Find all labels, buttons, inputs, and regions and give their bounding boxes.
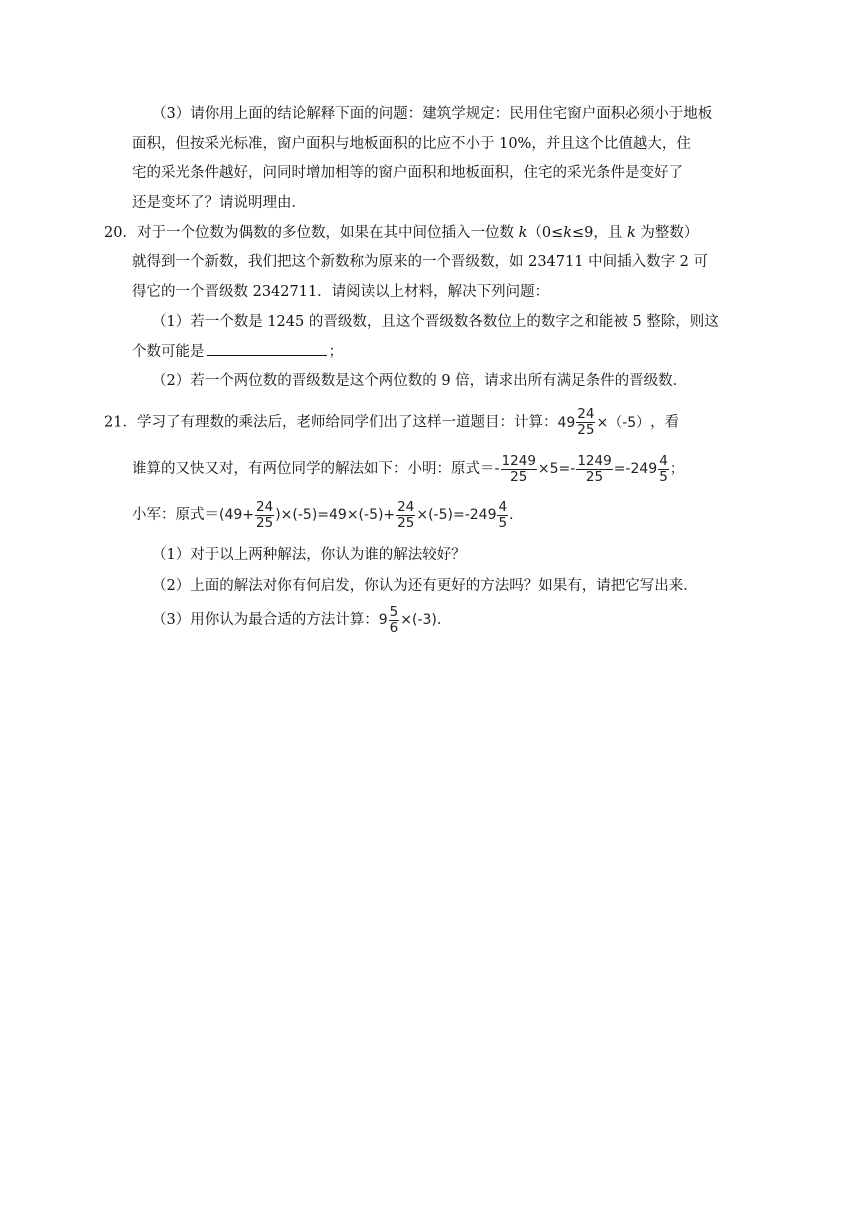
- q20-stem-line2: 就得到一个新数，我们把这个新数称为原来的一个晋级数，如 234711 中间插入数字 2 可: [132, 254, 709, 270]
- variable-k: k: [627, 225, 636, 241]
- numerator: 1249: [577, 452, 612, 469]
- q20-stem-a: 对于一个位数为偶数的多位数，如果在其中间位插入一位数: [136, 225, 519, 241]
- q19-part3-line2: 面积，但按采光标准，窗户面积与地板面积的比应不小于 10%，并且这个比值越大，住: [132, 136, 691, 152]
- q19-part3-line1: （3）请你用上面的结论解释下面的问题：建筑学规定：民用住宅窗户面积必须小于地板: [152, 106, 713, 122]
- variable-k: k: [563, 225, 573, 241]
- math-result: =-249: [613, 461, 658, 477]
- q20-stem-d: 为整数）: [635, 225, 699, 241]
- variable-k: k: [518, 225, 528, 241]
- math-expression-9-5-6: [379, 603, 437, 637]
- math-fraction: [389, 605, 400, 636]
- math-fraction: [396, 500, 415, 531]
- q21-part3-text: （3）用你认为最合适的方法计算：: [152, 612, 379, 628]
- q20-part1-line2: [132, 341, 343, 362]
- q20-stem-line1: [104, 223, 698, 243]
- math-expression-xiaojun: [219, 498, 523, 532]
- math-punct: ．: [436, 612, 452, 628]
- math-operator: ×(-5)=-249: [416, 507, 497, 523]
- math-punct: ．: [509, 507, 524, 523]
- math-expression-xiaoming: [495, 452, 684, 486]
- q20-part1-end: ；: [328, 344, 343, 360]
- q20-stem-line3: 得它的一个晋级数 2342711．请阅读以上材料，解决下列问题：: [132, 284, 550, 300]
- q21-part1: （1）对于以上两种解法，你认为谁的解法较好？: [152, 547, 466, 563]
- math-whole: 49: [557, 414, 576, 431]
- denominator: 25: [585, 468, 604, 485]
- math-fraction: [658, 454, 669, 485]
- numerator: 4: [659, 452, 668, 469]
- math-whole: 9: [378, 612, 388, 628]
- math-punct: ；: [669, 461, 684, 477]
- math-operator: )×(-5)=49×(-5)+: [275, 507, 396, 523]
- numerator: 24: [577, 406, 595, 422]
- q20-stem-c: ≤9，且: [572, 225, 628, 241]
- answer-blank[interactable]: [207, 341, 327, 356]
- math-fraction: [501, 454, 537, 485]
- question-number: 20．: [104, 225, 137, 241]
- denominator: 25: [510, 468, 528, 485]
- q21-stem-line2: [132, 452, 684, 490]
- q19-part3-line3: 宅的采光条件越好，问同时增加相等的窗户面积和地板面积，住宅的采光条件是变好了: [132, 165, 683, 181]
- q21-xiaojun-label: 小军：原式＝: [132, 507, 219, 523]
- denominator: 6: [389, 619, 399, 636]
- math-operator: ×5=-: [537, 461, 576, 477]
- math-expression-49-24-25: [557, 407, 650, 438]
- math-operator: (49+: [219, 507, 255, 523]
- denominator: 25: [397, 514, 415, 531]
- numerator: 1249: [501, 452, 536, 469]
- numerator: 5: [389, 603, 399, 620]
- math-times: ×（-5）: [596, 414, 651, 431]
- numerator: 4: [498, 498, 508, 515]
- math-fraction: [497, 500, 508, 531]
- q21-xiaojun-line: [132, 498, 523, 536]
- math-fraction: [576, 407, 595, 438]
- denominator: 25: [256, 514, 274, 531]
- numerator: 24: [256, 498, 274, 515]
- numerator: 24: [397, 498, 415, 515]
- math-fraction: [255, 500, 274, 531]
- q21-stem-text: 学习了有理数的乘法后，老师给同学们出了这样一道题目：计算：: [136, 414, 558, 431]
- denominator: 5: [659, 468, 668, 485]
- q19-part3-line4: 还是变坏了？请说明理由．: [132, 195, 306, 211]
- math-operator: ×(-3): [400, 612, 437, 628]
- math-sign: -: [494, 461, 500, 477]
- q21-part3: [152, 603, 451, 641]
- math-fraction: [576, 454, 612, 485]
- question-number: 21．: [104, 414, 137, 431]
- q20-stem-b: （0≤: [527, 225, 564, 241]
- denominator: 25: [577, 422, 595, 438]
- q21-stem-line2-text: 谁算的又快又对，有两位同学的解法如下：小明：原式＝: [132, 461, 495, 477]
- q20-part2: （2）若一个两位数的晋级数是这个两位数的 9 倍，请求出所有满足条件的晋级数．: [152, 373, 688, 389]
- q20-part1-line1: （1）若一个数是 1245 的晋级数，且这个晋级数各数位上的数字之和能被 5 整除，则这: [152, 314, 719, 330]
- q21-stem-tail: ，看: [650, 414, 680, 431]
- q20-part1-text: 个数可能是: [132, 344, 205, 360]
- q21-stem-line1: [104, 407, 679, 441]
- q21-part2: （2）上面的解法对你有何启发，你认为还有更好的方法吗？如果有，请把它写出来．: [152, 578, 698, 594]
- denominator: 5: [498, 514, 508, 531]
